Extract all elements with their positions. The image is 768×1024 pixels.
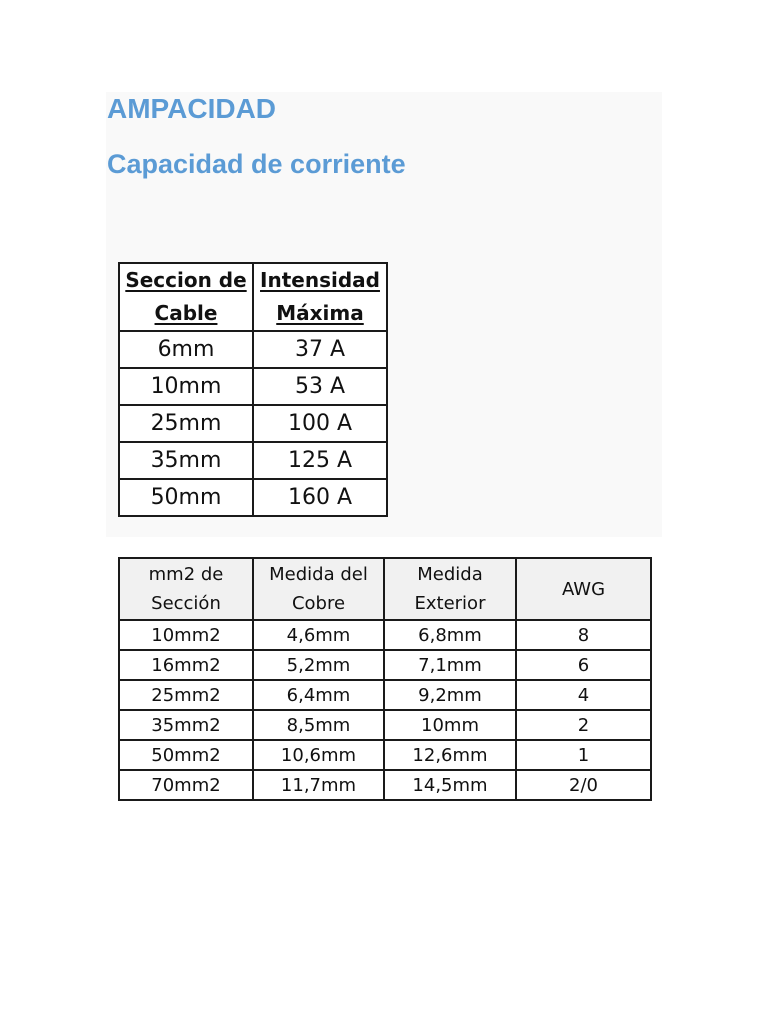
table-row <box>119 710 651 740</box>
header-line: mm2 de <box>148 564 224 585</box>
header-cell-seccion-cable <box>119 263 253 331</box>
table-row <box>119 650 651 680</box>
table-cell: 53 A <box>253 368 387 405</box>
header-cell-intensidad-maxima <box>253 263 387 331</box>
header-cell-awg <box>516 558 651 620</box>
table-cell: 50mm2 <box>119 740 253 770</box>
table-cell: 160 A <box>253 479 387 516</box>
table-cell: 25mm <box>119 405 253 442</box>
header-line: Sección <box>151 593 221 614</box>
table-cell: 25mm2 <box>119 680 253 710</box>
table-cell: 37 A <box>253 331 387 368</box>
table-row <box>119 620 651 650</box>
table-cell: 4 <box>516 680 651 710</box>
awg-table <box>118 557 652 801</box>
header-cell-medida-exterior <box>384 558 516 620</box>
table-cell: 70mm2 <box>119 770 253 800</box>
header-line: Medida del <box>269 564 368 585</box>
table-cell: 8 <box>516 620 651 650</box>
table-cell: 1 <box>516 740 651 770</box>
table-cell: 8,5mm <box>253 710 384 740</box>
header-line: Cable <box>154 301 218 325</box>
table-row <box>119 680 651 710</box>
table-cell: 2/0 <box>516 770 651 800</box>
table-cell: 7,1mm <box>384 650 516 680</box>
header-line: Medida <box>417 564 483 585</box>
table-cell: 125 A <box>253 442 387 479</box>
table-cell: 35mm2 <box>119 710 253 740</box>
table-row <box>119 770 651 800</box>
header-line: AWG <box>561 578 606 600</box>
table-cell: 5,2mm <box>253 650 384 680</box>
table-cell: 2 <box>516 710 651 740</box>
table-cell: 6mm <box>119 331 253 368</box>
header-line: Cobre <box>291 593 346 614</box>
header-line: Máxima <box>276 301 364 325</box>
table-cell: 9,2mm <box>384 680 516 710</box>
table-cell: 10mm2 <box>119 620 253 650</box>
table-cell: 35mm <box>119 442 253 479</box>
table-cell: 10mm <box>384 710 516 740</box>
header-line: Seccion de <box>125 268 247 292</box>
table-cell: 4,6mm <box>253 620 384 650</box>
table-cell: 12,6mm <box>384 740 516 770</box>
table-cell: 6,4mm <box>253 680 384 710</box>
table-row <box>119 331 387 368</box>
table-row <box>119 740 651 770</box>
page-title: AMPACIDAD <box>107 93 277 124</box>
table-cell: 11,7mm <box>253 770 384 800</box>
page-subtitle: Capacidad de corriente <box>107 149 406 179</box>
header-cell-medida-cobre <box>253 558 384 620</box>
table-cell: 6 <box>516 650 651 680</box>
header-line: Exterior <box>414 593 486 614</box>
ampacity-table <box>118 262 388 517</box>
table-cell: 10mm <box>119 368 253 405</box>
table-header-row <box>119 263 387 331</box>
table-header-row <box>119 558 651 620</box>
header-cell-mm2-seccion <box>119 558 253 620</box>
table-cell: 16mm2 <box>119 650 253 680</box>
table-cell: 10,6mm <box>253 740 384 770</box>
table-cell: 14,5mm <box>384 770 516 800</box>
table-row <box>119 479 387 516</box>
header-line: Intensidad <box>260 268 380 292</box>
table-cell: 100 A <box>253 405 387 442</box>
table-row <box>119 442 387 479</box>
table-cell: 50mm <box>119 479 253 516</box>
table-row <box>119 405 387 442</box>
table-row <box>119 368 387 405</box>
table-cell: 6,8mm <box>384 620 516 650</box>
